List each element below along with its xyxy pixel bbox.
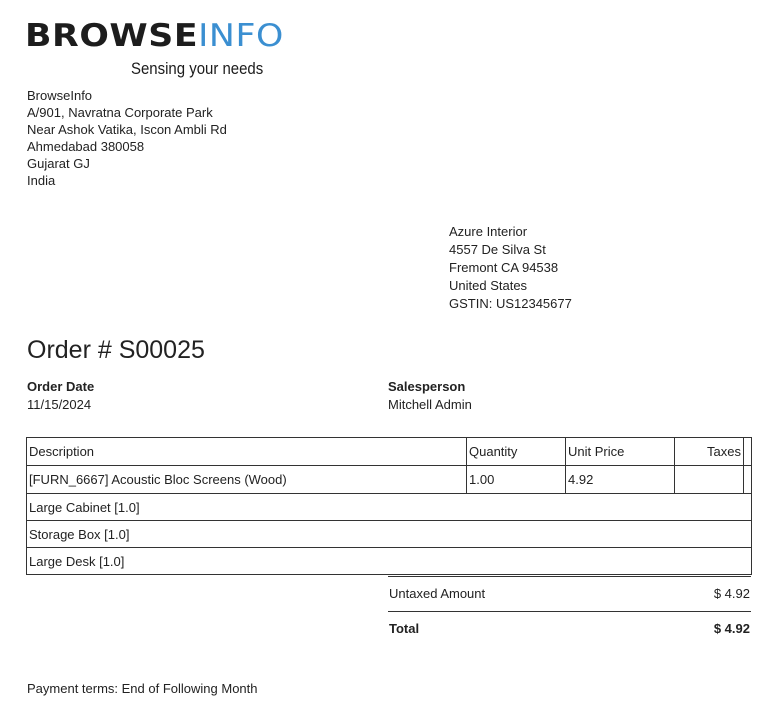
logo-text-info: INFO (198, 18, 284, 54)
salesperson-label: Salesperson (388, 379, 466, 394)
customer-city: Fremont CA 94538 (449, 260, 559, 275)
untaxed-value: $ 4.92 (713, 586, 750, 601)
totals-block (388, 576, 751, 646)
order-lines-table (26, 437, 752, 575)
line-taxes (675, 466, 744, 494)
total-label: Total (389, 621, 420, 636)
logo-tagline: Sensing your needs (131, 59, 264, 78)
header-extra (744, 438, 752, 466)
salesperson-value: Mitchell Admin (388, 397, 472, 412)
company-country: India (27, 173, 56, 188)
logo-text-browse: BROWSE (25, 18, 199, 54)
customer-name: Azure Interior (449, 224, 528, 239)
company-name: BrowseInfo (27, 88, 93, 103)
sub-line-item: Large Desk [1.0] (27, 548, 752, 575)
company-logo (25, 18, 284, 54)
customer-gstin: GSTIN: US12345677 (449, 296, 572, 311)
company-city: Ahmedabad 380058 (27, 139, 145, 154)
customer-address (449, 223, 572, 313)
order-date-value: 11/15/2024 (27, 397, 92, 412)
customer-country: United States (449, 278, 528, 293)
order-date-block (27, 378, 94, 414)
line-quantity: 1.00 (467, 466, 566, 494)
order-title: Order # S00025 (27, 336, 205, 364)
table-row (27, 548, 752, 575)
line-description: [FURN_6667] Acoustic Bloc Screens (Wood) (27, 466, 467, 494)
header-quantity: Quantity (467, 438, 566, 466)
salesperson-block (388, 378, 472, 414)
untaxed-label: Untaxed Amount (389, 586, 486, 601)
company-street2: Near Ashok Vatika, Iscon Ambli Rd (27, 122, 227, 137)
company-state: Gujarat GJ (27, 156, 90, 171)
sub-line-item: Storage Box [1.0] (27, 521, 752, 548)
order-date-label: Order Date (27, 379, 95, 394)
company-address (27, 87, 227, 189)
total-value: $ 4.92 (713, 621, 750, 636)
payment-terms: Payment terms: End of Following Month (27, 681, 258, 696)
line-unit-price: 4.92 (566, 466, 675, 494)
customer-street: 4557 De Silva St (449, 242, 546, 257)
untaxed-row (388, 576, 751, 611)
table-row (27, 466, 752, 494)
table-header-row (27, 438, 752, 466)
header-taxes: Taxes (675, 438, 744, 466)
table-row (27, 521, 752, 548)
table-row (27, 494, 752, 521)
line-extra (744, 466, 752, 494)
company-street: A/901, Navratna Corporate Park (27, 105, 213, 120)
total-row (388, 611, 751, 646)
header-unit-price: Unit Price (566, 438, 675, 466)
sub-line-item: Large Cabinet [1.0] (27, 494, 752, 521)
header-description: Description (27, 438, 467, 466)
